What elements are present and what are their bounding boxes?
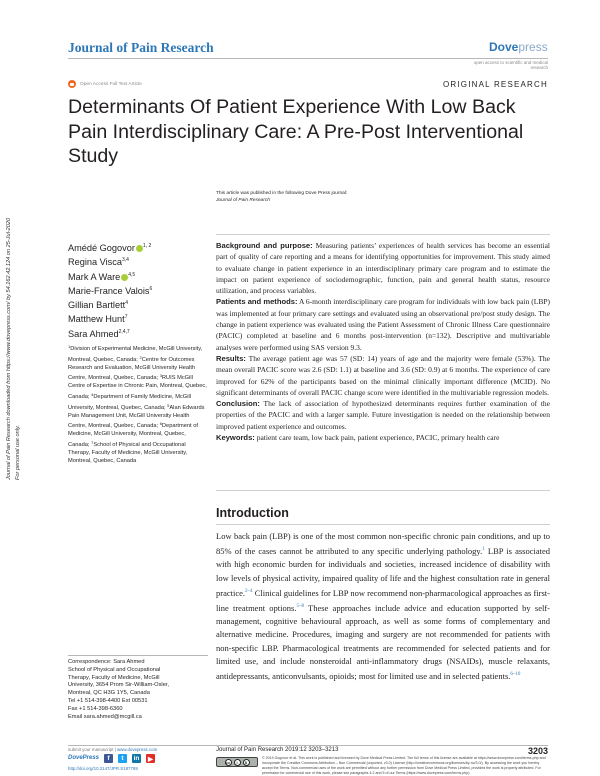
abstract-paragraph: [216, 296, 550, 352]
abstract-paragraph: [216, 432, 550, 443]
publisher-logo[interactable]: [489, 40, 548, 54]
abstract-section-heading: Keywords:: [216, 433, 255, 443]
creative-commons-icon[interactable]: [216, 757, 258, 767]
abstract-section-heading: Results:: [216, 353, 246, 363]
affiliations: [68, 343, 208, 465]
affiliation-marker: 5: [167, 402, 170, 408]
affiliation-marker: 2: [139, 354, 142, 360]
affiliation-text: School of Physical and Occupational Therapy, Faculty of Medicine, McGill University, Montreal, Quebec, Canada: [68, 441, 188, 464]
facebook-icon[interactable]: f: [104, 754, 113, 763]
introduction-text: Low back pain (LBP) is one of the most common non-specific chronic pain conditions, and up to 85% of the cases cannot be attributed to any specific underlying pathology.: [216, 531, 550, 557]
correspondence-line: School of Physical and Occupational: [68, 666, 161, 673]
open-access-text: Open Access Full Text Article: [80, 81, 142, 87]
affiliation-text: Department of Family Medicine, McGill University, Montreal, Quebec, Canada;: [68, 393, 191, 411]
author-affiliation-marker: 3,4: [121, 257, 129, 264]
publisher-sub: press: [518, 40, 548, 54]
affiliation-text: Alan Edwards Pain Management Unit, McGill University Health Centre, Montreal, Quebec, Canada;: [68, 404, 205, 430]
license-text: © 2019 Gogovor et al. This work is published and licensed by Dove Medical Press Limited. The full terms of this license are available at https://www.dovepress.com/terms.php and incorporate the Creative Commons Attribution – Non Commercial (unported, v3.0) License (http://creativecommons.org/licenses/by-nc/3.0/). By accessing the work you hereby accept the Terms. Non-commercial uses of the work are permitted without any further permission from Dove Medical Press Limited, provided the work is properly attributed. For permission for commercial use of this work, please see paragraphs 4.2 and 5 of our Terms (https://www.dovepress.com/terms.php).: [262, 756, 546, 775]
publisher-tagline: open access to scientific and medical research: [473, 60, 548, 70]
introduction-text: Clinical guidelines for LBP now recommend non-pharmacological approaches as first-line treatment options.: [216, 587, 550, 614]
section-heading-introduction: Introduction: [216, 506, 289, 520]
author-name: [68, 297, 208, 311]
author-affiliation-marker: 2,4,7: [118, 328, 130, 335]
twitter-icon[interactable]: t: [118, 754, 127, 763]
author-name: [68, 326, 208, 340]
abstract-paragraph: [216, 398, 550, 432]
header-divider: [68, 58, 548, 59]
abstract-top-rule: [216, 234, 550, 235]
citation-reference[interactable]: 6–10: [510, 672, 521, 678]
article-type: ORIGINAL RESEARCH: [442, 80, 548, 89]
correspondence-line: Correspondence: Sara Ahmed: [68, 659, 145, 665]
correspondence-line: Tel +1 514-398-4400 Ext 00531: [68, 697, 148, 704]
citation-reference[interactable]: 1: [482, 547, 485, 553]
affiliation-marker: 4: [91, 391, 94, 397]
abstract-section-text: patient care team, low back pain, patient experience, PACIC, primary health care: [254, 433, 500, 443]
abstract-section-text: Measuring patients’ experiences of health services has become an essential part of quality of care reporting and a means for identifying opportunities for improvement. This study aimed to evaluate change in patient experience in an interdisciplinary primary care program and to estimate the impact on patient experience of sociodemographic, function, pain and general health status, resource utilization, and process variables.: [216, 241, 550, 296]
abstract-section-text: The lack of association of hypothesized determinants requires further examination of the properties of the PACIC and with a larger sample. Future investigation is needed on the relationship between improved patient experience and outcomes.: [216, 399, 550, 431]
author-affiliation-marker: 4,5: [128, 271, 136, 278]
author-name: [68, 254, 208, 268]
citation-reference[interactable]: 5–8: [296, 604, 304, 610]
by-icon: i: [234, 759, 241, 766]
affiliation-text: Centre for Outcomes Research and Evaluation, McGill University Health Centre, Montreal, Quebec, Canada;: [68, 356, 196, 382]
social-links: [104, 754, 155, 763]
author-affiliation-marker: 1, 2: [142, 243, 152, 249]
affiliation-marker: 6: [159, 421, 162, 427]
correspondence: [68, 659, 208, 721]
dovepress-logo[interactable]: DovePress: [68, 755, 100, 761]
cc-icon: cc: [225, 759, 231, 765]
abstract-section-text: The average patient age was 57 (SD: 14) years of age and the majority were female (53%). The mean overall PACIC score was 2.6 (SD: 1.1) at baseline and 3.6 (SD: 0.9) at 6 months. The experience of care improved for 62% of the participants based on the minimal clinically important difference (MCID). No significant determinants of overall PACIC change score were identified in the multivariable regression models.: [216, 353, 550, 397]
affiliation-marker: 7: [91, 439, 94, 445]
introduction-text: LBP is associated with high economic burden for individuals and societies, increased incidence of disability with low levels of physical activity, impaired quality of life and the highest consultation rate in general practice.: [216, 546, 550, 598]
author-affiliation-marker: 7: [124, 314, 128, 321]
author-name-text: Amédé Gogovor: [68, 243, 135, 253]
correspondence-rule: [68, 655, 208, 656]
affiliation-text: RUIS McGill Centre of Expertise in Chronic Pain, Montreal, Quebec, Canada;: [68, 375, 207, 400]
watermark-line-1: Journal of Pain Research downloaded from https://www.dovepress.com/ by 54.162.42.124 on 25-Jul-2020: [6, 217, 12, 480]
abstract-bottom-rule: [216, 490, 550, 491]
download-watermark: [6, 150, 28, 480]
watermark-line-2: For personal use only.: [15, 425, 21, 480]
open-access-label: [68, 80, 142, 88]
affiliation-text: Division of Experimental Medicine, McGill University, Montreal, Quebec, Canada;: [68, 346, 203, 363]
journal-name[interactable]: Journal of Pain Research: [68, 40, 214, 55]
youtube-icon[interactable]: ▶: [148, 755, 153, 763]
linkedin-icon[interactable]: in: [133, 755, 140, 762]
abstract-section-heading: Patients and methods:: [216, 297, 298, 307]
abstract-section-heading: Background and purpose:: [216, 241, 313, 250]
correspondence-line: Montreal, QC H3G 1Y5, Canada: [68, 690, 150, 697]
publisher-main: Dove: [489, 40, 519, 54]
correspondence-line: University, 3654 Prom Sir-William-Osler,: [68, 682, 170, 689]
doi-text[interactable]: http://doi.org/10.2147/JPR.S187769: [68, 766, 138, 771]
author-affiliation-marker: 6: [149, 285, 153, 292]
abstract-paragraph: [216, 353, 550, 398]
correspondence-line[interactable]: Email sara.ahmed@mcgill.ca: [68, 713, 142, 720]
author-name: [68, 311, 208, 325]
affiliation-marker: 1: [68, 344, 71, 349]
introduction-paragraph: [216, 530, 550, 683]
author-name-text: Mark A Ware: [68, 271, 121, 282]
author-affiliation-marker: 4: [125, 300, 128, 307]
footer-rule: [68, 745, 548, 746]
abstract-section-heading: Conclusion:: [216, 399, 260, 409]
submit-manuscript[interactable]: submit your manuscript | www.dovepress.com: [68, 747, 158, 752]
nc-icon: $: [243, 759, 250, 766]
author-name-text: Regina Visca: [68, 257, 122, 268]
author-name: [68, 240, 208, 254]
correspondence-line: Fax +1 514-398-6360: [68, 705, 123, 712]
submit-label: submit your manuscript: [68, 747, 114, 752]
author-name-text: Sara Ahmed: [68, 328, 119, 339]
abstract-section-text: A 6-month interdisciplinary care program for individuals with low back pain (LBP) was implemented at four primary care settings and evaluated using an observational pre/post study design. The change in patient experience was evaluated using the Patient Assessment of Chronic Illness Care questionnaire (PACIC) completed at baseline and 6 months post-intervention (n=132). Descriptive and multivariable analyses were performed using SAS version 9.3.: [216, 297, 551, 352]
article-title: Determinants Of Patient Experience With Low Back Pain Interdisciplinary Care: A Pre-Post Interventional Study: [68, 96, 524, 167]
abstract: [216, 240, 550, 443]
abstract-paragraph: [216, 240, 550, 296]
introduction-text: These approaches include advice and education supported by self-management, cognitive behavioural approach, as well as some forms of complementary and alternative medicine. Procedures, imaging and surgery are not recommended for patients with non-specific LBP. Pharmacological treatments are recommended for selected patients and for limited use, and include nonsteroidal anti-inflammatory drugs (NSAIDs), muscle relaxants, antidepressants, anticonvulsants, opioids; most for limited use and in selected patients.: [216, 603, 550, 682]
affiliation-marker: 3: [159, 373, 162, 379]
affiliation-text: Department of Medicine, McGill University, Montreal, Quebec, Canada;: [68, 423, 198, 448]
author-name-text: Marie-France Valois: [68, 285, 150, 296]
correspondence-line: Therapy, Faculty of Medicine, McGill: [68, 674, 160, 681]
citation-reference[interactable]: 2–4: [245, 588, 253, 594]
doi-link[interactable]: [68, 766, 138, 771]
page-number: 3203: [527, 746, 548, 756]
publication-note: [216, 190, 347, 204]
introduction-rule: [216, 524, 550, 525]
author-name-text: Gillian Bartlett: [68, 300, 126, 311]
open-access-lock-icon: [68, 80, 76, 88]
author-name: [68, 269, 208, 283]
author-name: [68, 283, 208, 297]
author-name-text: Matthew Hunt: [68, 314, 125, 325]
orcid-icon[interactable]: [136, 245, 143, 252]
author-list: [68, 240, 208, 340]
submit-link[interactable]: www.dovepress.com: [116, 747, 158, 752]
publication-note-line: This article was published in the following Dove Press journal:: [216, 191, 348, 196]
citation: Journal of Pain Research 2019:12 3203–3213: [216, 747, 339, 753]
publication-note-journal: Journal of Pain Research: [216, 198, 270, 203]
